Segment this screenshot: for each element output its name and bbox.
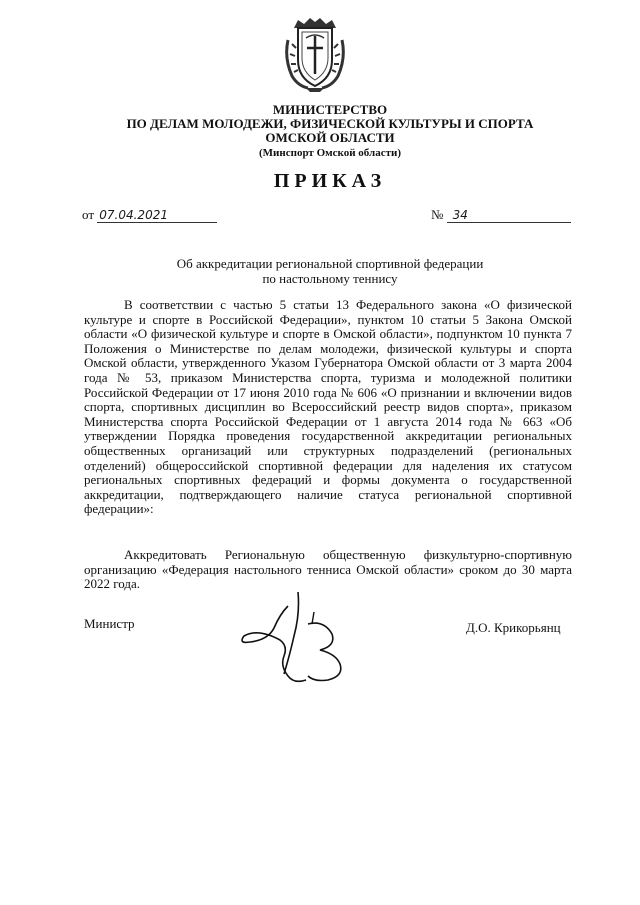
- ministry-name-line1: МИНИСТЕРСТВО: [272, 102, 388, 117]
- number-value: 34: [447, 208, 571, 223]
- coat-of-arms-icon: [284, 14, 346, 94]
- document-subject: [120, 256, 540, 286]
- order-paragraph: Аккредитовать Региональную общественную физкультурно-спортивную организацию «Федерация настольного тенниса Омской области» сроком до 30 марта 2022 года.: [84, 547, 572, 592]
- number-prefix: №: [431, 207, 444, 222]
- ministry-short-name: (Минспорт Омской области): [259, 147, 401, 159]
- subject-line1: Об аккредитации региональной спортивной федерации: [176, 256, 484, 271]
- number-row: [431, 207, 571, 223]
- handwritten-signature-icon: [228, 584, 358, 694]
- document-title: ПРИКАЗ: [273, 170, 387, 192]
- signatory-title: Министр: [84, 616, 135, 631]
- ministry-name-line2: ПО ДЕЛАМ МОЛОДЕЖИ, ФИЗИЧЕСКОЙ КУЛЬТУРЫ И СПОРТА: [126, 116, 534, 131]
- preamble-paragraph: В соответствии с частью 5 статьи 13 Федерального закона «О физической культуре и спорте в Российской Федерации», пунктом 10 статьи 5 Закона Омской области «О физической культуре и спорте в Омской области», подпунктом 10 пункта 7 Положения о Министерстве по делам молодежи, физической культуры и спорта Омской области, утвержденного Указом Губернатора Омской области от 3 марта 2004 года № 53, приказом Министерства спорта, туризма и молодежной политики Российской Федерации от 17 июня 2010 года № 606 «О признании и включении видов спорта, спортивных дисциплин во Всероссийский реестр видов спорта», приказом Министерства спорта Российской Федерации от 1 августа 2014 года № 663 «Об утверждении Порядка проведения государственной аккредитации региональных общественных организаций или структурных подразделений (региональных отделений) общероссийской спортивной федерации для наделения их статусом региональных спортивных федераций и формы документа о государственной аккредитации, подтверждающего наличие статуса региональной спортивной федерации»:: [84, 297, 572, 517]
- ministry-name-line3: ОМСКОЙ ОБЛАСТИ: [265, 130, 395, 145]
- date-value: 07.04.2021: [97, 208, 217, 223]
- subject-line2: по настольному теннису: [262, 271, 398, 286]
- signatory-name: Д.О. Крикорьянц: [466, 620, 561, 635]
- date-prefix: от: [82, 207, 95, 222]
- date-row: [82, 207, 217, 223]
